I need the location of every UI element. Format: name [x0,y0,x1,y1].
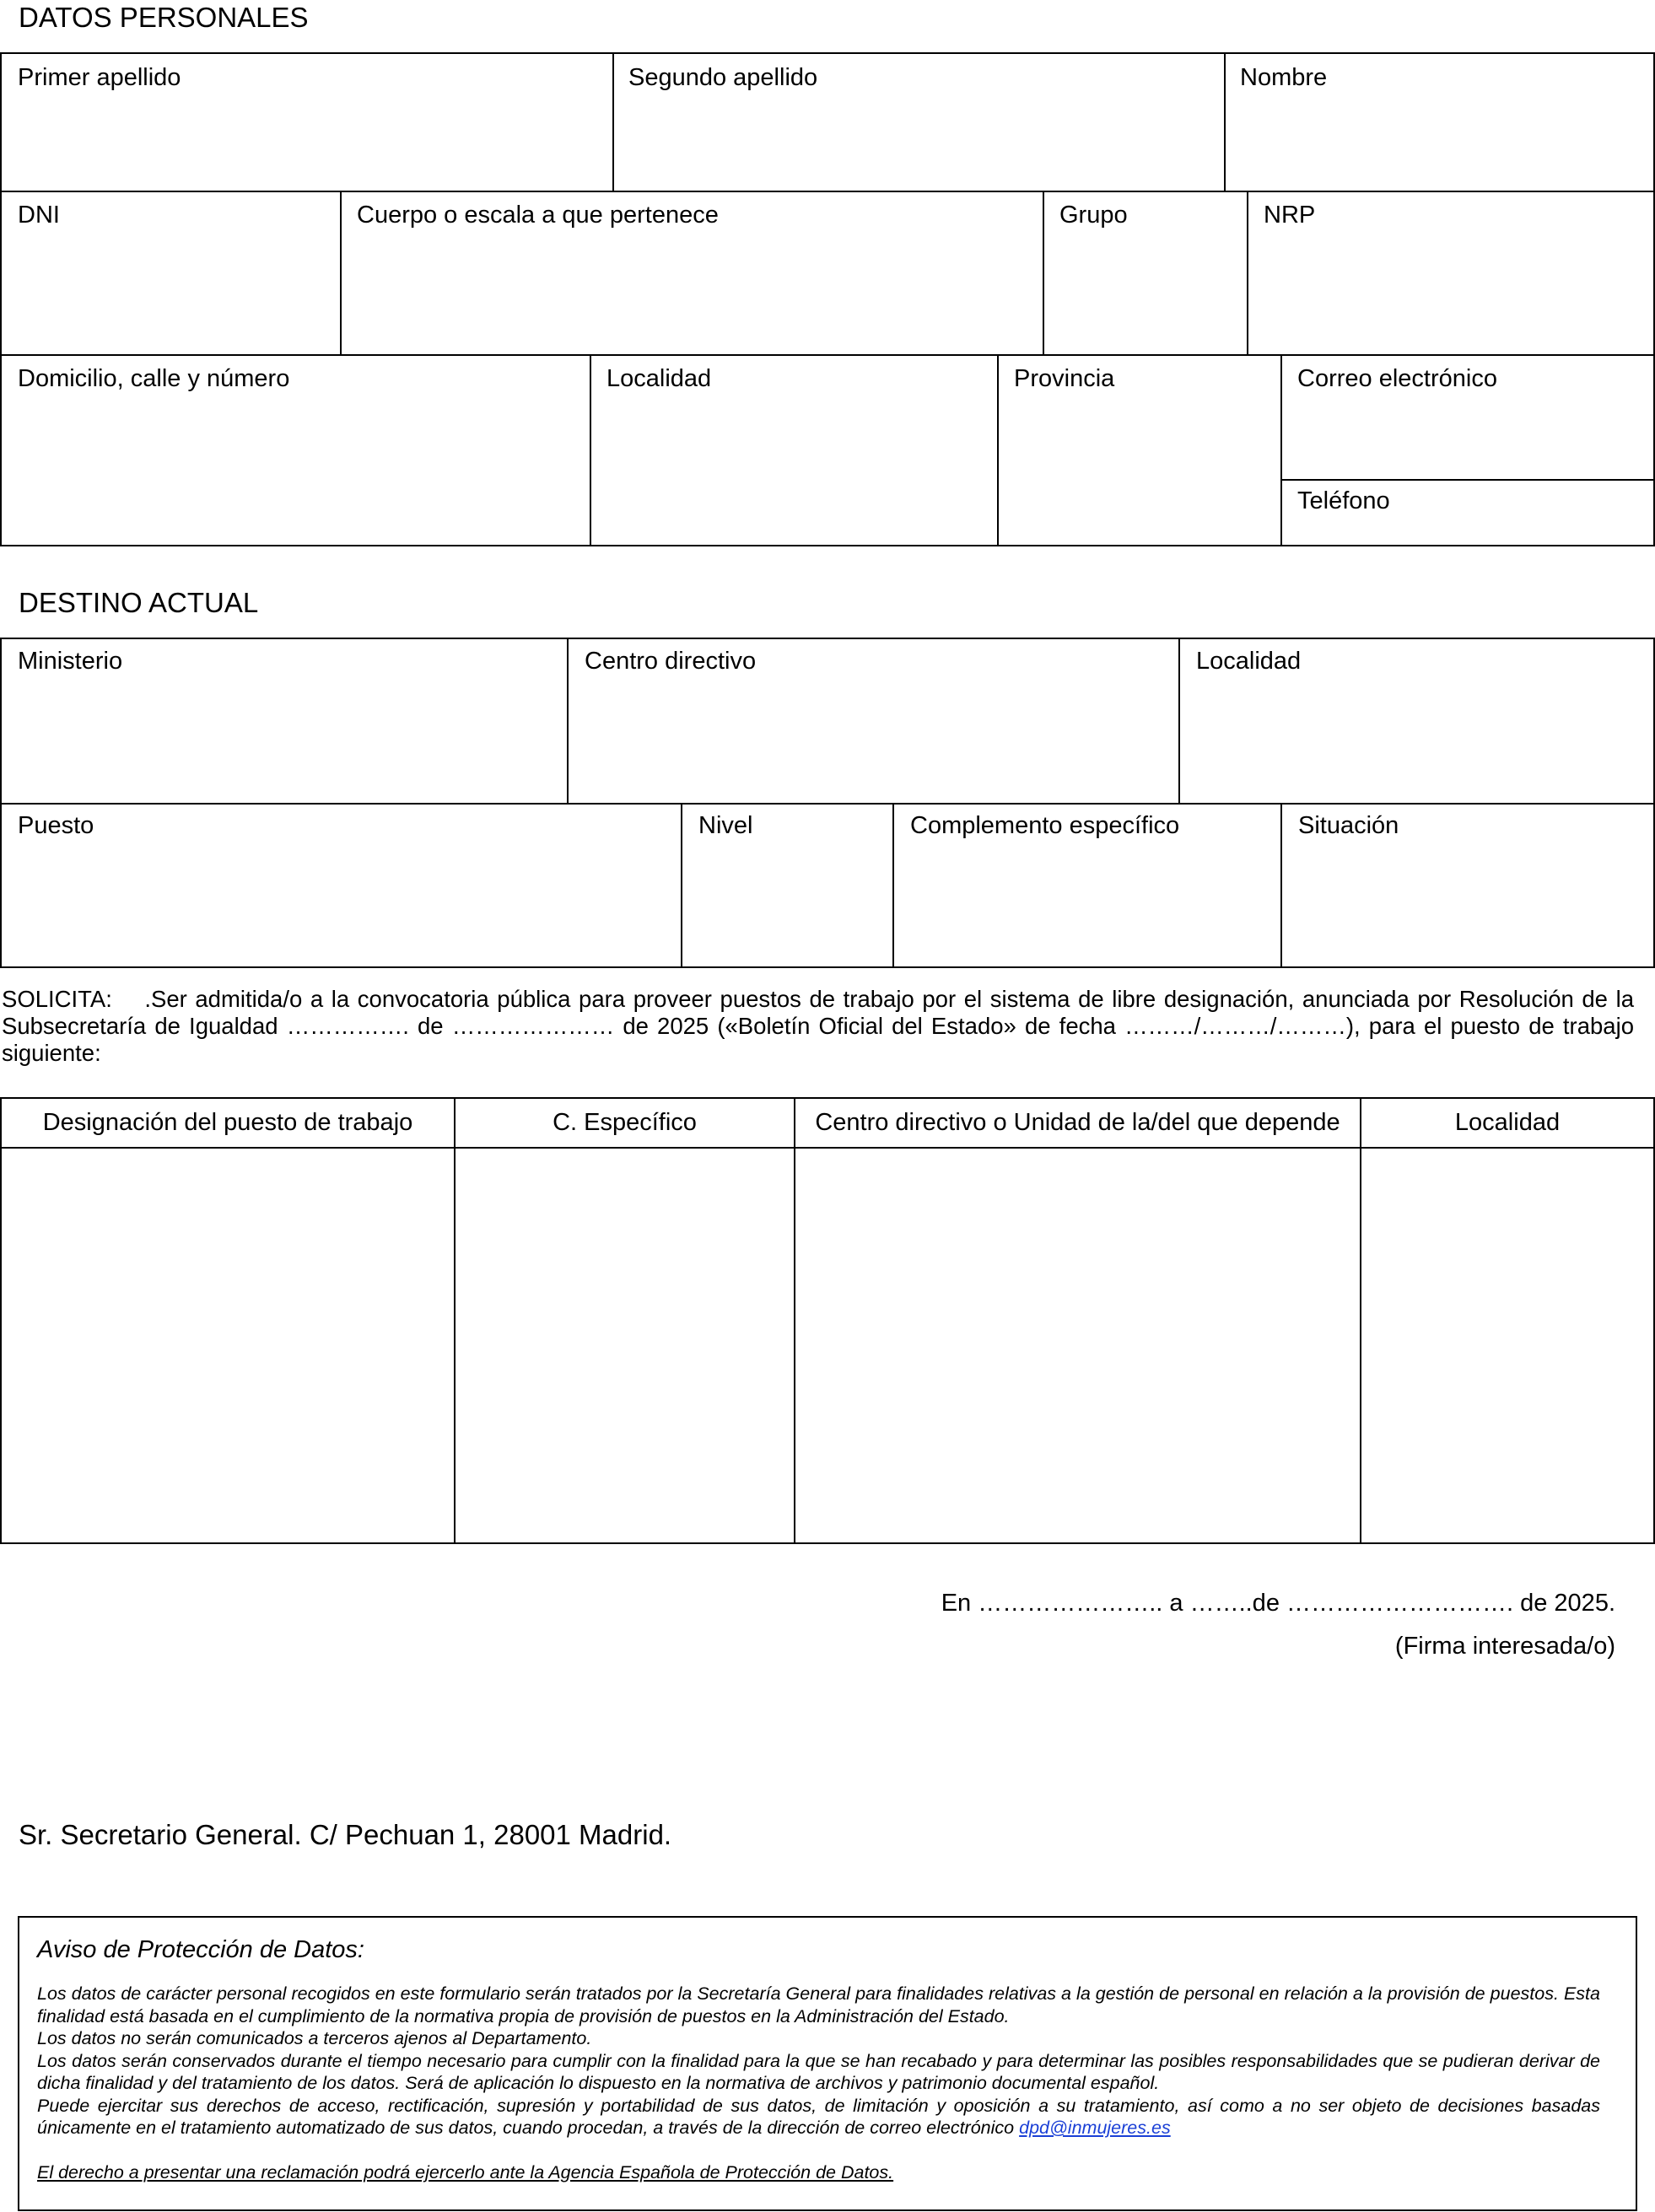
field-dni[interactable]: DNI [18,202,60,229]
field-complemento[interactable]: Complemento específico [910,812,1180,839]
field-ministerio[interactable]: Ministerio [18,648,123,675]
data-protection-notice [18,1916,1637,2211]
field-localidad[interactable]: Localidad [606,365,712,392]
field-cuerpo[interactable]: Cuerpo o escala a que pertenece [357,202,719,229]
field-primer-apellido[interactable]: Primer apellido [18,64,181,91]
solicita-paragraph [2,986,1634,1067]
field-correo[interactable]: Correo electrónico [1297,365,1497,392]
field-localidad-destino[interactable]: Localidad [1196,648,1302,675]
field-segundo-apellido[interactable]: Segundo apellido [628,64,818,91]
notice-paragraph-4-text: Puede ejercitar sus derechos de acceso, rectificación, supresión y portabilidad de sus datos, de limitación y oposición a su tratamiento, así como a no ser objeto de decisiones basadas únicamente en el tratamiento automatizado de sus datos, cuando procedan, a través de la dirección de correo electrónico [37,2095,1600,2138]
notice-reclamation: El derecho a presentar una reclamación podrá ejercerlo ante la Agencia Española de Protección de Datos. [37,2161,894,2182]
notice-paragraph-1: Los datos de carácter personal recogidos en este formulario serán tratados por la Secretaría General para finalidades relativas a la gestión de personal en relación a la provisión de puestos. Esta finalidad está basada en el cumplimiento de la normativa propia de provisión de puestos en la Administración del Estado. [37,1983,1600,2026]
table-cell-especifico[interactable] [457,1149,794,1541]
field-provincia[interactable]: Provincia [1014,365,1115,392]
notice-paragraph-3: Los datos serán conservados durante el tiempo necesario para cumplir con la finalidad para la que se han recabado y para determinar las posibles responsabilidades que se pudieran derivar de dicha finalidad y del tratamiento de los datos. Será de aplicación lo dispuesto en la normativa de archivos y patrimonio documental español. [37,2050,1600,2093]
table-header-centro: Centro directivo o Unidad de la/del que depende [815,1109,1340,1136]
signature-label: (Firma interesada/o) [1394,1633,1615,1660]
field-situacion[interactable]: Situación [1298,812,1399,839]
destino-box [0,638,1655,968]
solicita-label: SOLICITA: [2,986,112,1012]
table-header-especifico: C. Específico [553,1109,697,1136]
table-cell-localidad[interactable] [1363,1149,1653,1541]
addressee: Sr. Secretario General. C/ Pechuan 1, 28001 Madrid. [19,1819,672,1850]
field-telefono[interactable]: Teléfono [1297,487,1390,514]
field-nrp[interactable]: NRP [1264,202,1316,229]
field-grupo[interactable]: Grupo [1059,202,1128,229]
table-header-localidad: Localidad [1454,1109,1561,1136]
field-puesto[interactable]: Puesto [18,812,94,839]
notice-title: Aviso de Protección de Datos: [37,1936,364,1963]
date-line[interactable]: En ………………….. a ……..de ………………………. de 2025. [941,1590,1615,1617]
dpd-email-link[interactable]: dpd@inmujeres.es [1019,2118,1171,2138]
solicita-text: .Ser admitida/o a la convocatoria pública para proveer puestos de trabajo por el sistema de libre designación, anunciada por Resolución de la Subsecretaría de Igualdad ……………. de ………………… de 2025 («Boletín Oficial del Estado» de fecha ………/………/………), para el puesto de trabajo siguiente: [2,986,1634,1066]
personal-data-box [0,52,1655,546]
field-nombre[interactable]: Nombre [1240,64,1328,91]
table-header-designacion: Designación del puesto de trabajo [42,1109,413,1136]
table-cell-designacion[interactable] [3,1149,454,1541]
table-cell-centro[interactable] [797,1149,1360,1541]
notice-paragraph-2: Los datos no serán comunicados a terceros ajenos al Departamento. [37,2028,592,2048]
requested-post-table [0,1097,1655,1544]
notice-paragraph-4 [37,2095,1600,2139]
field-nivel[interactable]: Nivel [698,812,753,839]
personal-section-title: DATOS PERSONALES [19,2,309,33]
field-centro-directivo[interactable]: Centro directivo [585,648,757,675]
destino-section-title: DESTINO ACTUAL [19,587,259,618]
field-domicilio[interactable]: Domicilio, calle y número [18,365,290,392]
